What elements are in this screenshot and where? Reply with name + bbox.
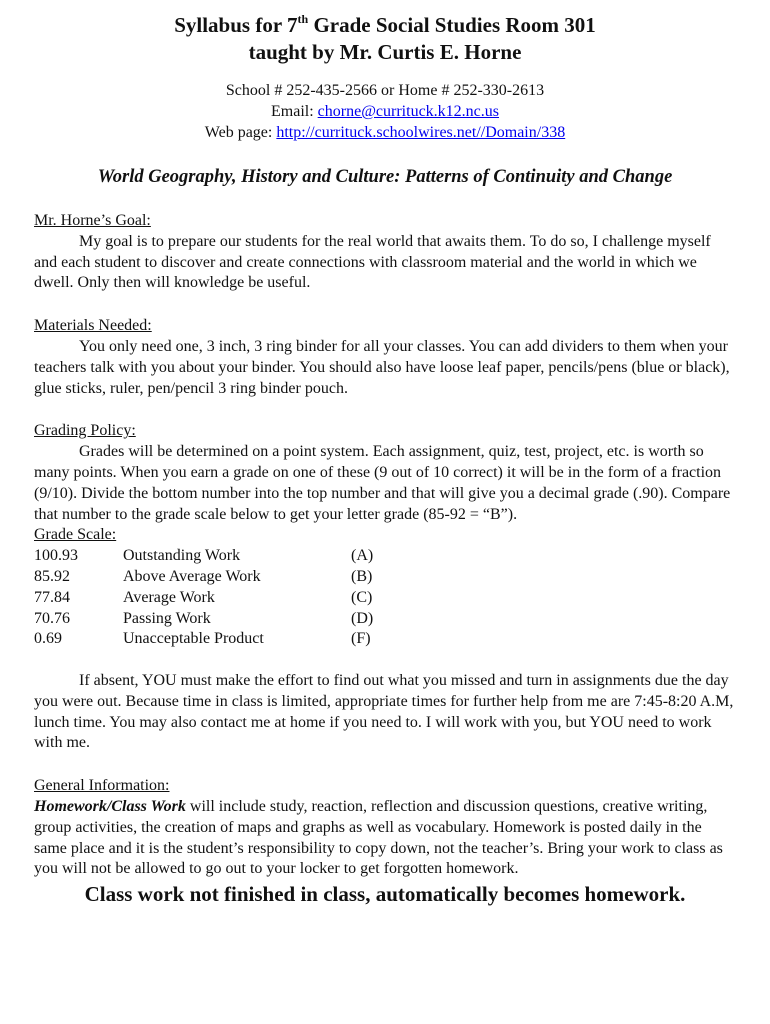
- table-row: [34, 609, 373, 630]
- web-link[interactable]: http://currituck.schoolwires.net//Domain/338: [276, 124, 566, 141]
- grade-description: Passing Work: [123, 609, 211, 627]
- table-row: [34, 546, 373, 567]
- contact-block: [34, 80, 736, 143]
- grade-range: 77.84: [34, 588, 70, 606]
- grading-text: Grades will be determined on a point system. Each assignment, quiz, test, project, etc. is worth so many points. When you earn a grade on one of these (9 out of 10 correct) it will be in the form of a fraction (9/10). Divide the bottom number into the top number and that will give you a decimal grade (.90). Compare that number to the grade scale below to get your letter grade (85-92 = “B”).: [34, 443, 731, 523]
- grade-description: Average Work: [123, 588, 215, 606]
- email-link[interactable]: chorne@currituck.k12.nc.us: [317, 103, 499, 120]
- grade-description: Above Average Work: [123, 567, 261, 585]
- grade-range: 85.92: [34, 567, 70, 585]
- table-row: [34, 629, 373, 650]
- goal-heading: Mr. Horne’s Goal:: [34, 212, 151, 229]
- grade-letter: (B): [351, 567, 373, 585]
- grade-description: Outstanding Work: [123, 547, 241, 565]
- table-row: [34, 588, 373, 609]
- table-row: [34, 567, 373, 588]
- final-note: Class work not finished in class, automatically becomes homework.: [84, 882, 686, 907]
- grade-range: 0.69: [34, 630, 62, 648]
- materials-text: You only need one, 3 inch, 3 ring binder for all your classes. You can add dividers to them when your teachers talk with you about your binder. You should also have loose leaf paper, pencils/pens (blue or black), glue sticks, ruler, pen/pencil 3 ring binder pouch.: [34, 337, 730, 397]
- general-text: [34, 797, 736, 880]
- general-section: [34, 776, 736, 880]
- general-heading: General Information:: [34, 777, 170, 795]
- goal-section: [34, 211, 736, 294]
- goal-text: My goal is to prepare our students for the real world that awaits them. To do so, I challenge myself and each student to discover and create connections with classroom material and the world in which we dwell. Only then will knowledge be useful.: [34, 232, 711, 292]
- grade-scale-heading: Grade Scale:: [34, 526, 117, 544]
- grade-letter: (A): [351, 547, 374, 565]
- grade-letter: (D): [351, 609, 374, 627]
- grade-letter: (F): [351, 630, 371, 648]
- title-prefix: Syllabus for 7: [174, 13, 298, 37]
- materials-heading: Materials Needed:: [34, 317, 152, 335]
- page-title: [34, 12, 736, 39]
- grading-section: [34, 421, 736, 754]
- title-suffix: Grade Social Studies Room 301: [308, 13, 596, 37]
- page-title-line2: taught by Mr. Curtis E. Horne: [248, 40, 522, 64]
- email-label: Email:: [271, 103, 318, 120]
- course-subtitle: World Geography, History and Culture: Patterns of Continuity and Change: [97, 167, 673, 187]
- materials-section: [34, 316, 736, 399]
- homework-body: will include study, reaction, reflection and discussion questions, creative writing, group activities, the creation of maps and graphs as well as vocabulary. Homework is posted daily in the same place and it is the student’s responsibility to copy down, not the teacher’s. Bring your work to class as you will not be allowed to go out to your locker to get forgotten homework.: [34, 797, 723, 878]
- email-line: [34, 101, 736, 122]
- web-line: [34, 122, 736, 143]
- web-label: Web page:: [204, 124, 277, 141]
- grade-range: 70.76: [34, 609, 70, 627]
- grading-heading: Grading Policy:: [34, 422, 136, 440]
- grade-letter: (C): [351, 588, 373, 606]
- phone-line: School # 252-435-2566 or Home # 252-330-2613: [225, 82, 545, 99]
- homework-lead: Homework/Class Work: [34, 797, 186, 815]
- absent-text: If absent, YOU must make the effort to find out what you missed and turn in assignments due the day you were out. Because time in class is limited, appropriate times for further help from me are 7:45-8:20 A.M, lunch time. You may also contact me at home if you need to. I will work with you, but YOU need to work with me.: [34, 671, 734, 752]
- grade-scale-table: [34, 546, 373, 650]
- grade-range: 100.93: [34, 547, 78, 565]
- grade-description: Unacceptable Product: [123, 630, 264, 648]
- title-superscript: th: [297, 12, 309, 26]
